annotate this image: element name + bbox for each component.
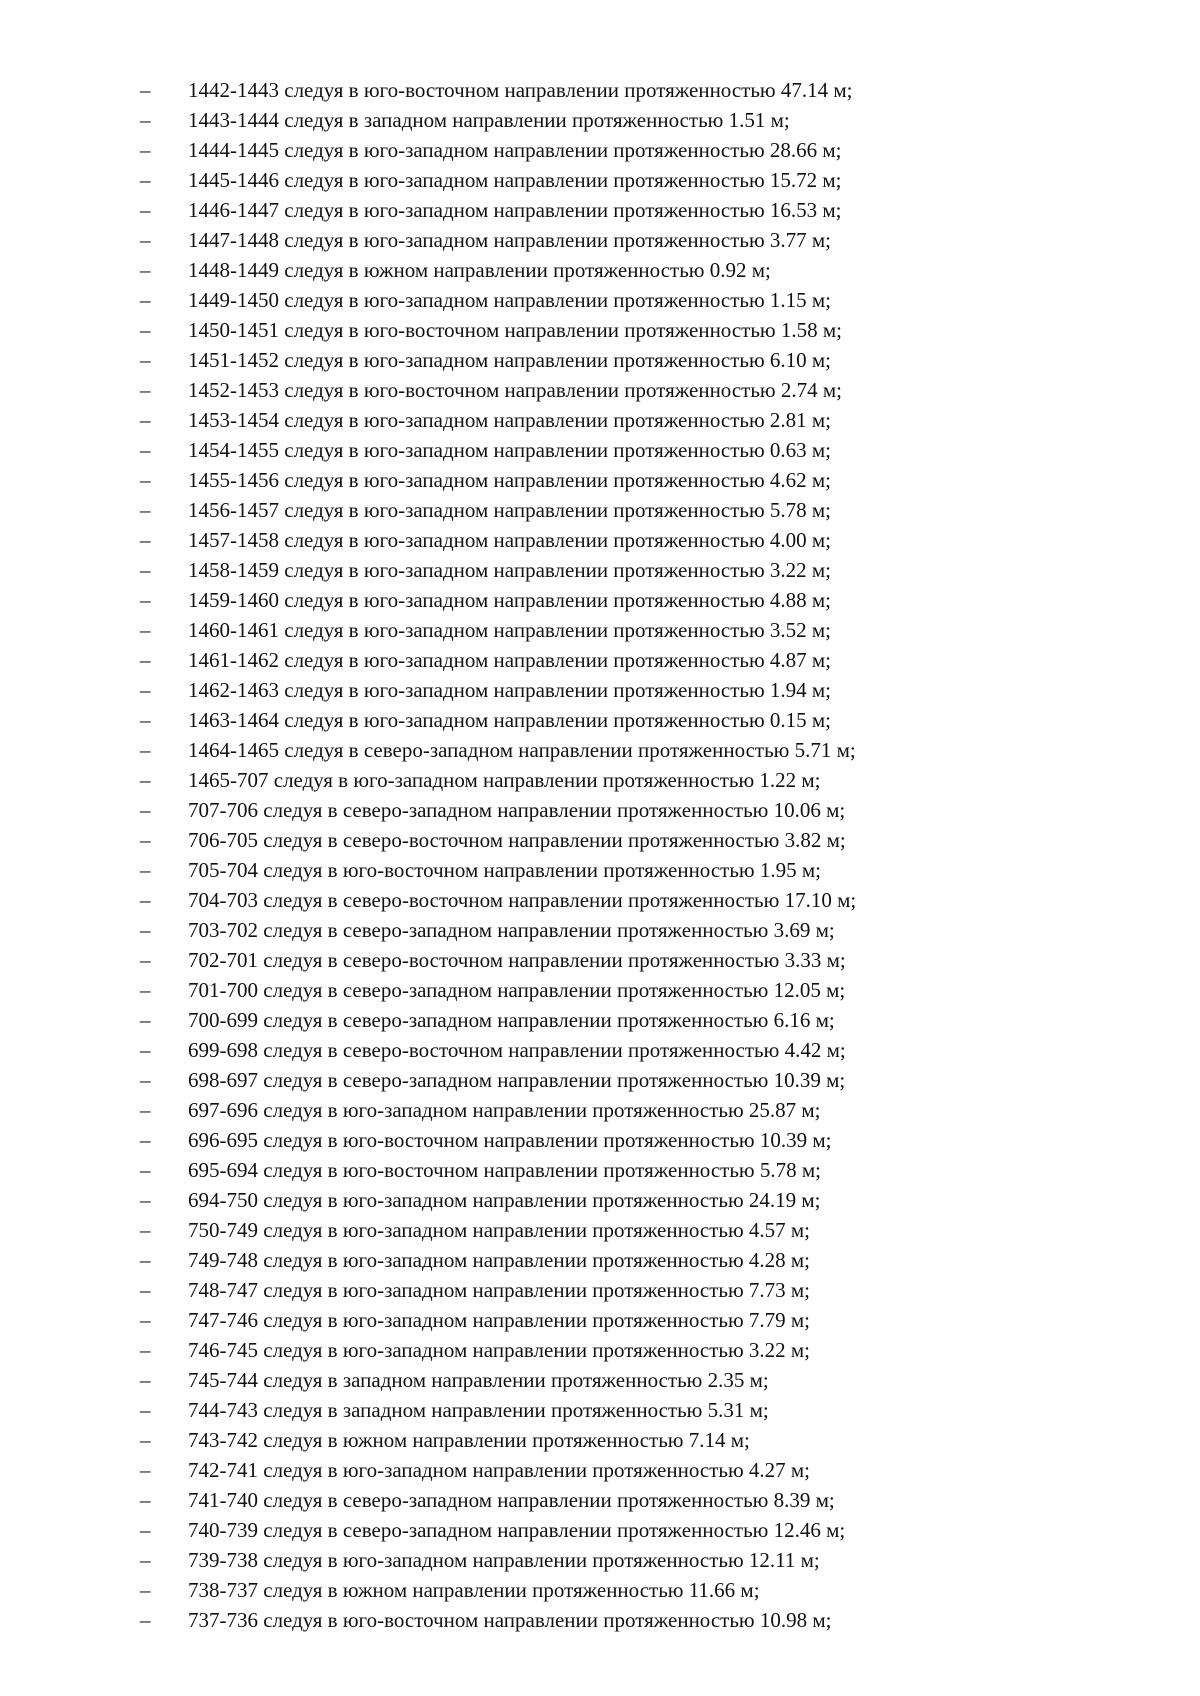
segment-description: 749-748 следуя в юго-западном направлении протяженностью 4.28 м; [188,1248,811,1272]
segment-description: 1453-1454 следуя в юго-западном направлении протяженностью 2.81 м; [188,408,832,432]
bullet-dash: – [140,1308,151,1332]
segment-description: 1444-1445 следуя в юго-западном направлении протяженностью 28.66 м; [188,138,842,162]
segment-description: 1460-1461 следуя в юго-западном направлении протяженностью 3.52 м; [188,618,832,642]
segment-description: 703-702 следуя в северо-западном направлении протяженностью 3.69 м; [188,918,835,942]
segment-description: 743-742 следуя в южном направлении протяженностью 7.14 м; [188,1428,750,1452]
bullet-dash: – [140,528,151,552]
bullet-dash: – [140,168,151,192]
segment-description: 1454-1455 следуя в юго-западном направлении протяженностью 0.63 м; [188,438,832,462]
bullet-dash: – [140,648,151,672]
bullet-dash: – [140,1278,151,1302]
bullet-dash: – [140,108,151,132]
bullet-dash: – [140,828,151,852]
bullet-dash: – [140,348,151,372]
bullet-dash: – [140,1128,151,1152]
bullet-dash: – [140,198,151,222]
bullet-dash: – [140,738,151,762]
segment-description: 741-740 следуя в северо-западном направлении протяженностью 8.39 м; [188,1488,835,1512]
bullet-dash: – [140,1578,151,1602]
segment-description: 702-701 следуя в северо-восточном направлении протяженностью 3.33 м; [188,948,846,972]
segment-description: 1461-1462 следуя в юго-западном направлении протяженностью 4.87 м; [188,648,832,672]
bullet-dash: – [140,1338,151,1362]
segment-description: 698-697 следуя в северо-западном направлении протяженностью 10.39 м; [188,1068,846,1092]
bullet-dash: – [140,1488,151,1512]
bullet-dash: – [140,468,151,492]
segment-description: 695-694 следуя в юго-восточном направлении протяженностью 5.78 м; [188,1158,821,1182]
segment-description: 738-737 следуя в южном направлении протяженностью 11.66 м; [188,1578,760,1602]
segment-description: 1465-707 следуя в юго-западном направлении протяженностью 1.22 м; [188,768,821,792]
segment-description: 1449-1450 следуя в юго-западном направлении протяженностью 1.15 м; [188,288,832,312]
segment-description: 1456-1457 следуя в юго-западном направлении протяженностью 5.78 м; [188,498,832,522]
bullet-dash: – [140,1068,151,1092]
segment-description: 697-696 следуя в юго-западном направлении протяженностью 25.87 м; [188,1098,821,1122]
segment-description: 737-736 следуя в юго-восточном направлении протяженностью 10.98 м; [188,1608,832,1632]
segment-description: 1457-1458 следуя в юго-западном направлении протяженностью 4.00 м; [188,528,832,552]
bullet-dash: – [140,1518,151,1542]
segment-description: 747-746 следуя в юго-западном направлении протяженностью 7.79 м; [188,1308,811,1332]
bullet-dash: – [140,138,151,162]
bullet-dash: – [140,1008,151,1032]
segment-description: 1455-1456 следуя в юго-западном направлении протяженностью 4.62 м; [188,468,832,492]
bullet-dash: – [140,78,151,102]
segment-description: 739-738 следуя в юго-западном направлении протяженностью 12.11 м; [188,1548,820,1572]
segment-description: 701-700 следуя в северо-западном направлении протяженностью 12.05 м; [188,978,846,1002]
bullet-dash: – [140,1368,151,1392]
bullet-dash: – [140,918,151,942]
segment-description: 1462-1463 следуя в юго-западном направлении протяженностью 1.94 м; [188,678,832,702]
segment-description: 1447-1448 следуя в юго-западном направлении протяженностью 3.77 м; [188,228,832,252]
segment-description: 700-699 следуя в северо-западном направлении протяженностью 6.16 м; [188,1008,835,1032]
bullet-dash: – [140,258,151,282]
bullet-dash: – [140,1608,151,1632]
bullet-dash: – [140,678,151,702]
bullet-dash: – [140,498,151,522]
segment-description: 1446-1447 следуя в юго-западном направлении протяженностью 16.53 м; [188,198,842,222]
segment-description: 1464-1465 следуя в северо-западном направлении протяженностью 5.71 м; [188,738,856,762]
bullet-dash: – [140,1248,151,1272]
segment-description: 1459-1460 следуя в юго-западном направлении протяженностью 4.88 м; [188,588,832,612]
segment-description: 705-704 следуя в юго-восточном направлении протяженностью 1.95 м; [188,858,821,882]
bullet-dash: – [140,288,151,312]
bullet-dash: – [140,558,151,582]
segment-description: 704-703 следуя в северо-восточном направлении протяженностью 17.10 м; [188,888,857,912]
bullet-dash: – [140,1458,151,1482]
segment-description: 1458-1459 следуя в юго-западном направлении протяженностью 3.22 м; [188,558,832,582]
bullet-dash: – [140,708,151,732]
segment-description: 746-745 следуя в юго-западном направлении протяженностью 3.22 м; [188,1338,811,1362]
bullet-dash: – [140,1098,151,1122]
segment-description: 1452-1453 следуя в юго-восточном направлении протяженностью 2.74 м; [188,378,842,402]
bullet-dash: – [140,378,151,402]
segment-description: 742-741 следуя в юго-западном направлении протяженностью 4.27 м; [188,1458,811,1482]
segment-description: 1445-1446 следуя в юго-западном направлении протяженностью 15.72 м; [188,168,842,192]
bullet-dash: – [140,948,151,972]
segment-description: 1450-1451 следуя в юго-восточном направлении протяженностью 1.58 м; [188,318,842,342]
bullet-dash: – [140,798,151,822]
bullet-dash: – [140,1188,151,1212]
segment-description: 696-695 следуя в юго-восточном направлении протяженностью 10.39 м; [188,1128,832,1152]
segment-description: 706-705 следуя в северо-восточном направлении протяженностью 3.82 м; [188,828,846,852]
bullet-dash: – [140,858,151,882]
segment-description: 707-706 следуя в северо-западном направлении протяженностью 10.06 м; [188,798,846,822]
bullet-dash: – [140,1548,151,1572]
bullet-dash: – [140,978,151,1002]
segment-description: 748-747 следуя в юго-западном направлении протяженностью 7.73 м; [188,1278,811,1302]
bullet-dash: – [140,888,151,912]
segment-description: 740-739 следуя в северо-западном направлении протяженностью 12.46 м; [188,1518,846,1542]
segment-description: 1463-1464 следуя в юго-западном направлении протяженностью 0.15 м; [188,708,832,732]
bullet-dash: – [140,588,151,612]
bullet-dash: – [140,1218,151,1242]
bullet-dash: – [140,228,151,252]
segment-description: 745-744 следуя в западном направлении протяженностью 2.35 м; [188,1368,769,1392]
bullet-dash: – [140,438,151,462]
bullet-dash: – [140,1398,151,1422]
segment-description: 1442-1443 следуя в юго-восточном направлении протяженностью 47.14 м; [188,78,853,102]
segment-description: 699-698 следуя в северо-восточном направлении протяженностью 4.42 м; [188,1038,846,1062]
segment-description: 1443-1444 следуя в западном направлении протяженностью 1.51 м; [188,108,790,132]
segment-description: 744-743 следуя в западном направлении протяженностью 5.31 м; [188,1398,769,1422]
bullet-dash: – [140,768,151,792]
segment-description: 750-749 следуя в юго-западном направлении протяженностью 4.57 м; [188,1218,811,1242]
segment-description: 1451-1452 следуя в юго-западном направлении протяженностью 6.10 м; [188,348,832,372]
segment-description: 1448-1449 следуя в южном направлении протяженностью 0.92 м; [188,258,771,282]
segment-description: 694-750 следуя в юго-западном направлении протяженностью 24.19 м; [188,1188,821,1212]
bullet-dash: – [140,1038,151,1062]
bullet-dash: – [140,618,151,642]
bullet-dash: – [140,1428,151,1452]
bullet-dash: – [140,408,151,432]
bullet-dash: – [140,1158,151,1182]
bullet-dash: – [140,318,151,342]
